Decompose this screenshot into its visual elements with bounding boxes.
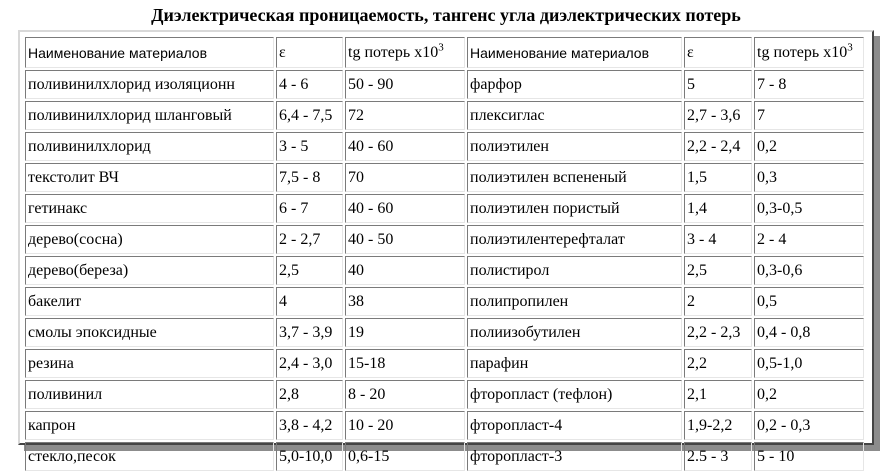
- cell-material-left: гетинакс: [25, 194, 274, 223]
- cell-epsilon-left: 6,4 - 7,5: [276, 101, 343, 130]
- cell-material-right: парафин: [467, 349, 682, 378]
- dielectric-table: [23, 35, 866, 473]
- cell-tg-right: 0,3-0,5: [754, 194, 864, 223]
- cell-tg-right: 5 - 10: [754, 442, 864, 471]
- cell-epsilon-right: 2,2: [684, 349, 752, 378]
- cell-epsilon-left: 4 - 6: [276, 70, 343, 99]
- table-row: [25, 287, 864, 316]
- cell-epsilon-left: 3,7 - 3,9: [276, 318, 343, 347]
- header-tg-right: [754, 37, 864, 68]
- cell-material-right: полиэтилен: [467, 132, 682, 161]
- cell-tg-left: 0,6-15: [345, 442, 465, 471]
- cell-material-right: полистирол: [467, 256, 682, 285]
- header-name-left: Наименование материалов: [25, 37, 274, 68]
- cell-epsilon-left: 3,8 - 4,2: [276, 411, 343, 440]
- cell-tg-left: 15-18: [345, 349, 465, 378]
- cell-epsilon-left: 3 - 5: [276, 132, 343, 161]
- cell-tg-left: 10 - 20: [345, 411, 465, 440]
- cell-tg-right: 7 - 8: [754, 70, 864, 99]
- header-epsilon-left: ε: [276, 37, 343, 68]
- cell-epsilon-right: 2.5 - 3: [684, 442, 752, 471]
- table-row: [25, 132, 864, 161]
- cell-material-left: поливинилхлорид шланговый: [25, 101, 274, 130]
- cell-epsilon-right: 1,5: [684, 163, 752, 192]
- cell-epsilon-left: 2,4 - 3,0: [276, 349, 343, 378]
- table-row: [25, 101, 864, 130]
- cell-epsilon-left: 2,5: [276, 256, 343, 285]
- cell-epsilon-right: 2,2 - 2,3: [684, 318, 752, 347]
- header-tg-right-exp: 3: [847, 41, 853, 54]
- header-epsilon-right: ε: [684, 37, 752, 68]
- cell-material-right: фарфор: [467, 70, 682, 99]
- cell-tg-right: 0,3: [754, 163, 864, 192]
- header-tg-right-text: tg потерь х10: [757, 43, 848, 61]
- cell-epsilon-right: 2,7 - 3,6: [684, 101, 752, 130]
- cell-tg-left: 38: [345, 287, 465, 316]
- table-body: [25, 37, 864, 471]
- cell-tg-right: 2 - 4: [754, 225, 864, 254]
- cell-epsilon-left: 6 - 7: [276, 194, 343, 223]
- table-shadow-right: [874, 36, 880, 451]
- table-row: [25, 225, 864, 254]
- table-frame: [18, 30, 874, 465]
- cell-tg-left: 40 - 60: [345, 132, 465, 161]
- cell-material-left: капрон: [25, 411, 274, 440]
- cell-epsilon-right: 3 - 4: [684, 225, 752, 254]
- cell-tg-right: 0,5-1,0: [754, 349, 864, 378]
- cell-material-right: полиэтилентерефталат: [467, 225, 682, 254]
- header-tg-left: [345, 37, 465, 68]
- cell-material-left: резина: [25, 349, 274, 378]
- header-name-right: Наименование материалов: [467, 37, 682, 68]
- cell-material-right: фторопласт-4: [467, 411, 682, 440]
- cell-epsilon-right: 2,2 - 2,4: [684, 132, 752, 161]
- cell-epsilon-left: 4: [276, 287, 343, 316]
- table-row: [25, 380, 864, 409]
- cell-tg-right: 0,2 - 0,3: [754, 411, 864, 440]
- table-row: [25, 349, 864, 378]
- table-row: [25, 411, 864, 440]
- cell-tg-right: 0,2: [754, 380, 864, 409]
- table-row: [25, 70, 864, 99]
- cell-tg-left: 40 - 50: [345, 225, 465, 254]
- cell-material-right: плексиглас: [467, 101, 682, 130]
- cell-epsilon-right: 5: [684, 70, 752, 99]
- cell-material-right: фторопласт-3: [467, 442, 682, 471]
- cell-material-left: стекло,песок: [25, 442, 274, 471]
- cell-material-left: поливинилхлорид: [25, 132, 274, 161]
- cell-material-right: полиэтилен вспененый: [467, 163, 682, 192]
- cell-tg-right: 0,4 - 0,8: [754, 318, 864, 347]
- cell-material-left: смолы эпоксидные: [25, 318, 274, 347]
- table-row: [25, 163, 864, 192]
- table-row: [25, 194, 864, 223]
- cell-tg-right: 7: [754, 101, 864, 130]
- header-tg-left-exp: 3: [438, 41, 444, 54]
- cell-material-right: полиэтилен пористый: [467, 194, 682, 223]
- cell-epsilon-left: 2,8: [276, 380, 343, 409]
- cell-material-left: текстолит ВЧ: [25, 163, 274, 192]
- cell-tg-left: 50 - 90: [345, 70, 465, 99]
- cell-epsilon-right: 2: [684, 287, 752, 316]
- cell-material-left: дерево(сосна): [25, 225, 274, 254]
- cell-epsilon-left: 2 - 2,7: [276, 225, 343, 254]
- cell-tg-right: 0,5: [754, 287, 864, 316]
- cell-tg-left: 8 - 20: [345, 380, 465, 409]
- cell-material-left: поливинилхлорид изоляционн: [25, 70, 274, 99]
- cell-tg-right: 0,2: [754, 132, 864, 161]
- cell-tg-left: 72: [345, 101, 465, 130]
- cell-epsilon-right: 1,9-2,2: [684, 411, 752, 440]
- cell-tg-left: 19: [345, 318, 465, 347]
- cell-material-left: поливинил: [25, 380, 274, 409]
- page-title: Диэлектрическая проницаемость, тангенс угла диэлектрических потерь: [151, 5, 741, 25]
- cell-material-left: бакелит: [25, 287, 274, 316]
- cell-epsilon-right: 2,1: [684, 380, 752, 409]
- cell-epsilon-left: 7,5 - 8: [276, 163, 343, 192]
- cell-material-right: полиизобутилен: [467, 318, 682, 347]
- cell-tg-right: 0,3-0,6: [754, 256, 864, 285]
- header-tg-left-text: tg потерь х10: [348, 43, 439, 61]
- cell-epsilon-right: 1,4: [684, 194, 752, 223]
- cell-epsilon-right: 2,5: [684, 256, 752, 285]
- cell-material-right: фторопласт (тефлон): [467, 380, 682, 409]
- cell-material-right: полипропилен: [467, 287, 682, 316]
- cell-tg-left: 40: [345, 256, 465, 285]
- cell-tg-left: 40 - 60: [345, 194, 465, 223]
- table-row: [25, 256, 864, 285]
- cell-epsilon-left: 5,0-10,0: [276, 442, 343, 471]
- table-row: [25, 318, 864, 347]
- cell-material-left: дерево(береза): [25, 256, 274, 285]
- header-row: [25, 37, 864, 68]
- table-row: [25, 442, 864, 471]
- cell-tg-left: 70: [345, 163, 465, 192]
